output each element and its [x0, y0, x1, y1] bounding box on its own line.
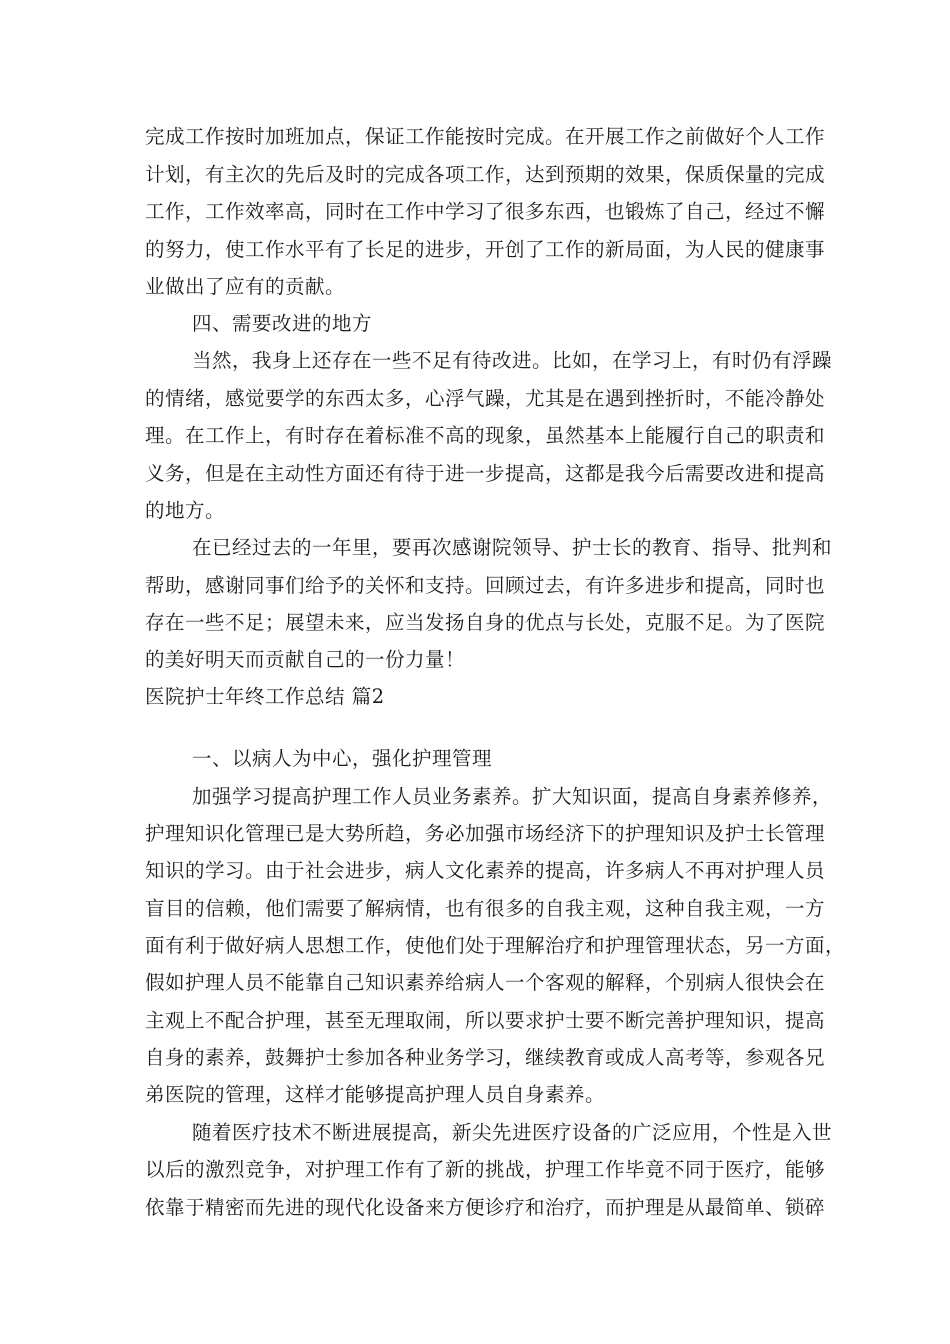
text-line: 理。在工作上，有时存在着标准不高的现象，虽然基本上能履行自己的职责和	[145, 424, 826, 447]
text-line: 帮助，感谢同事们给予的关怀和支持。回顾过去，有许多进步和提高，同时也	[145, 574, 826, 597]
text-line: 计划，有主次的先后及时的完成各项工作，达到预期的效果，保质保量的完成	[145, 163, 826, 186]
text-line: 的努力，使工作水平有了长足的进步，开创了工作的新局面，为人民的健康事	[145, 238, 826, 261]
text-line: 的美好明天而贡献自己的一份力量！	[145, 648, 466, 671]
text-line: 工作，工作效率高，同时在工作中学习了很多东西，也锻炼了自己，经过不懈	[145, 200, 826, 223]
section-heading: 四、需要改进的地方	[192, 312, 373, 335]
text-line: 主观上不配合护理，甚至无理取闹，所以要求护士要不断完善护理知识，提高	[145, 1009, 826, 1032]
text-line: 业做出了应有的贡献。	[145, 275, 346, 298]
text-line: 当然，我身上还存在一些不足有待改进。比如，在学习上，有时仍有浮躁	[192, 349, 833, 372]
text-line: 存在一些不足；展望未来，应当发扬自身的优点与长处，克服不足。为了医院	[145, 611, 826, 634]
text-line: 完成工作按时加班加点，保证工作能按时完成。在开展工作之前做好个人工作	[145, 125, 826, 148]
text-line: 面有利于做好病人思想工作，使他们处于理解治疗和护理管理状态，另一方面，	[145, 934, 846, 957]
text-line: 假如护理人员不能靠自己知识素养给病人一个客观的解释，个别病人很快会在	[145, 971, 826, 994]
text-line: 在已经过去的一年里，要再次感谢院领导、护士长的教育、指导、批判和	[192, 536, 833, 559]
text-line: 弟医院的管理，这样才能够提高护理人员自身素养。	[145, 1083, 606, 1106]
text-line: 加强学习提高护理工作人员业务素养。扩大知识面，提高自身素养修养，	[192, 785, 833, 808]
text-line: 依靠于精密而先进的现代化设备来方便诊疗和治疗，而护理是从最简单、锁碎	[145, 1196, 826, 1219]
article-title: 医院护士年终工作总结 篇2	[145, 685, 385, 708]
text-line: 的情绪，感觉要学的东西太多，心浮气躁，尤其是在遇到挫折时，不能冷静处	[145, 387, 826, 410]
text-line: 以后的激烈竞争，对护理工作有了新的挑战，护理工作毕竟不同于医疗，能够	[145, 1158, 826, 1181]
text-line: 的地方。	[145, 499, 226, 522]
text-line: 义务，但是在主动性方面还有待于进一步提高，这都是我今后需要改进和提高	[145, 462, 826, 485]
text-line: 护理知识化管理已是大势所趋，务必加强市场经济下的护理知识及护士长管理	[145, 822, 826, 845]
text-line: 知识的学习。由于社会进步，病人文化素养的提高，许多病人不再对护理人员	[145, 859, 826, 882]
text-line: 随着医疗技术不断进展提高，新尖先进医疗设备的广泛应用，个性是入世	[192, 1121, 833, 1144]
section-heading: 一、以病人为中心，强化护理管理	[192, 747, 493, 770]
text-line: 盲目的信赖，他们需要了解病情，也有很多的自我主观，这种自我主观，一方	[145, 897, 826, 920]
text-line: 自身的素养，鼓舞护士参加各种业务学习，继续教育或成人高考等，参观各兄	[145, 1046, 826, 1069]
